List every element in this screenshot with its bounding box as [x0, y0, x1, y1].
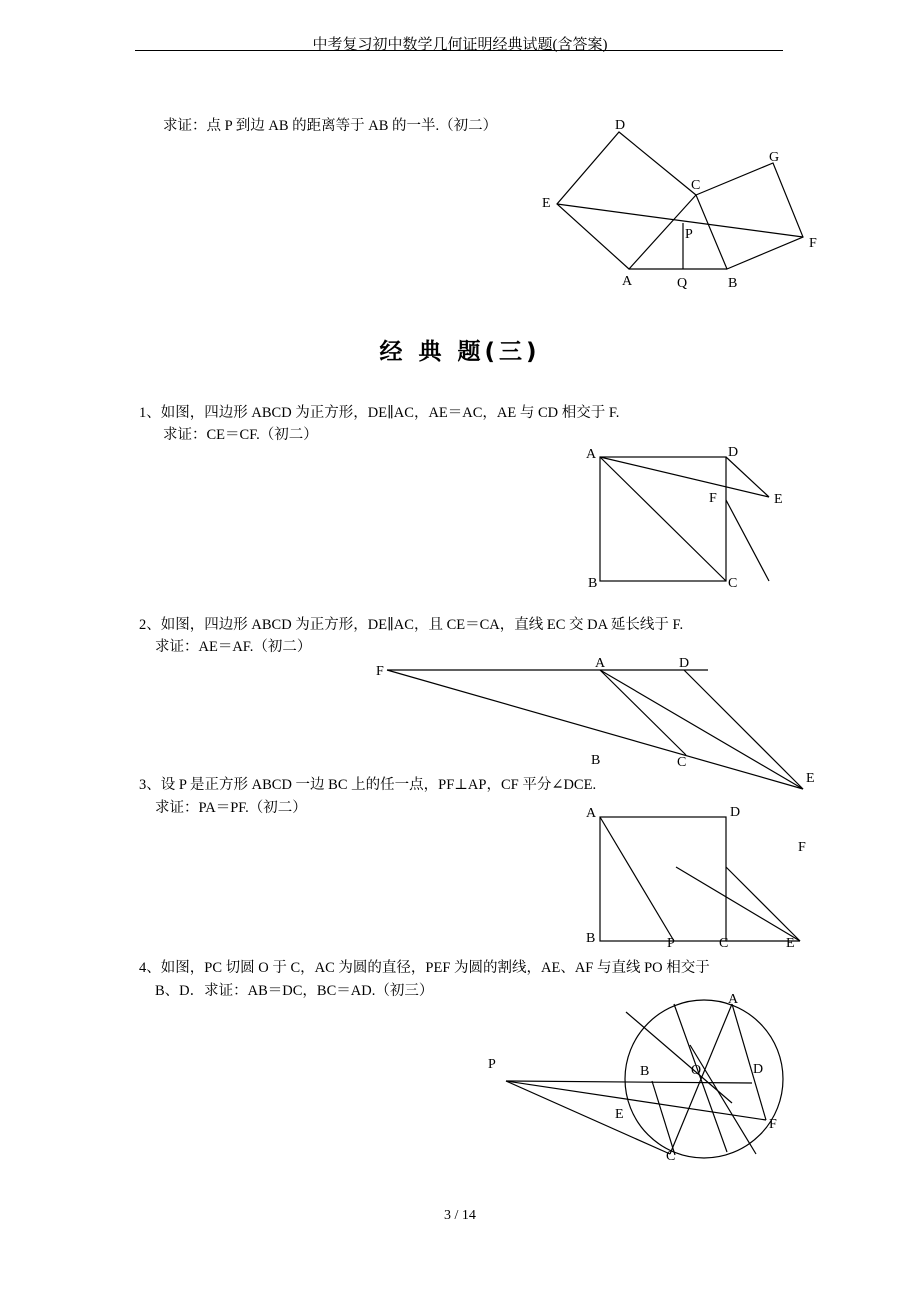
label-b: B: [640, 1064, 650, 1079]
problem-1-statement: 1、如图，四边形 ABCD 为正方形，DE∥AC，AE＝AC，AE 与 CD 相交于 F.: [139, 405, 620, 421]
segment-pf: [676, 867, 800, 941]
label-p: P: [488, 1057, 496, 1072]
label-e: E: [774, 492, 783, 507]
problem-3-statement: 3、设 P 是正方形 ABCD 一边 BC 上的任一点，PF⊥AP，CF 平分∠DCE.: [139, 777, 597, 793]
label-d: D: [730, 805, 741, 820]
label-a: A: [622, 274, 633, 289]
figure-problem-1: [586, 445, 783, 591]
label-p: P: [667, 936, 675, 951]
diagonal-ac: [600, 457, 726, 581]
label-c: C: [677, 755, 687, 770]
problem-2-conclusion: 求证：AE＝AF.（初二）: [155, 639, 312, 655]
label-d: D: [728, 445, 739, 460]
chord-through-o: [626, 1012, 732, 1103]
label-q: Q: [677, 276, 688, 291]
label-a: A: [586, 447, 597, 462]
segment-ae: [600, 457, 769, 497]
label-d: D: [615, 118, 626, 133]
segment-ae: [674, 1004, 727, 1152]
label-c: C: [719, 936, 729, 951]
label-e: E: [806, 771, 815, 786]
label-e: E: [542, 196, 551, 211]
problem-2-statement: 2、如图，四边形 ABCD 为正方形，DE∥AC，且 CE＝CA，直线 EC 交 DA 延长线于 F.: [139, 617, 684, 633]
label-f: F: [798, 840, 806, 855]
segment-ef: [557, 204, 803, 237]
label-f: F: [376, 664, 384, 679]
label-f: F: [769, 1117, 777, 1132]
label-d: D: [753, 1062, 764, 1077]
label-a: A: [728, 992, 739, 1007]
section-title: 经 典 题(三): [379, 339, 541, 365]
label-o: O: [691, 1063, 702, 1078]
label-b: B: [591, 753, 601, 768]
problem-3-conclusion: 求证：PA＝PF.（初二）: [155, 800, 307, 816]
label-f: F: [709, 491, 717, 506]
secant-pef: [506, 1081, 766, 1120]
label-c: C: [691, 178, 701, 193]
label-g: G: [769, 150, 780, 165]
label-f: F: [809, 236, 817, 251]
label-a: A: [595, 656, 606, 671]
label-e: E: [786, 936, 795, 951]
segment-ce: [726, 500, 769, 581]
problem-1-conclusion: 求证：CE＝CF.（初二）: [163, 427, 318, 443]
label-b: B: [588, 576, 598, 591]
page-number: 3 / 14: [444, 1208, 476, 1223]
line-po: [506, 1081, 752, 1083]
figure-problem-3: [586, 805, 806, 951]
label-a: A: [586, 806, 597, 821]
segment-de: [726, 457, 769, 497]
label-b: B: [586, 931, 596, 946]
page-header: 中考复习初中数学几何证明经典试题(含答案): [312, 37, 608, 53]
label-p: P: [685, 227, 693, 242]
tangent-pc: [506, 1081, 670, 1154]
segment-ap: [600, 817, 674, 941]
problem-4-statement: 4、如图，PC 切圆 O 于 C，AC 为圆的直径，PEF 为圆的割线，AE、AF 与直线 PO 相交于: [139, 960, 710, 976]
square-bcgf: [696, 163, 803, 269]
label-d: D: [679, 656, 690, 671]
label-c: C: [666, 1149, 676, 1164]
problem-4-conclusion: B、D．求证：AB＝DC，BC＝AD.（初三）: [155, 983, 434, 999]
square-acde: [557, 132, 696, 269]
label-e: E: [615, 1107, 624, 1122]
segment-od: [690, 1045, 756, 1154]
figure-problem-4: [488, 992, 783, 1164]
segment-bc: [652, 1081, 675, 1155]
label-c: C: [728, 576, 738, 591]
figure-problem-2: [376, 656, 815, 789]
figure-prev-problem: [542, 118, 817, 291]
line-fe: [387, 670, 803, 789]
prev-problem-conclusion: 求证：点 P 到边 AB 的距离等于 AB 的一半.（初二）: [163, 118, 498, 134]
label-b: B: [728, 276, 738, 291]
